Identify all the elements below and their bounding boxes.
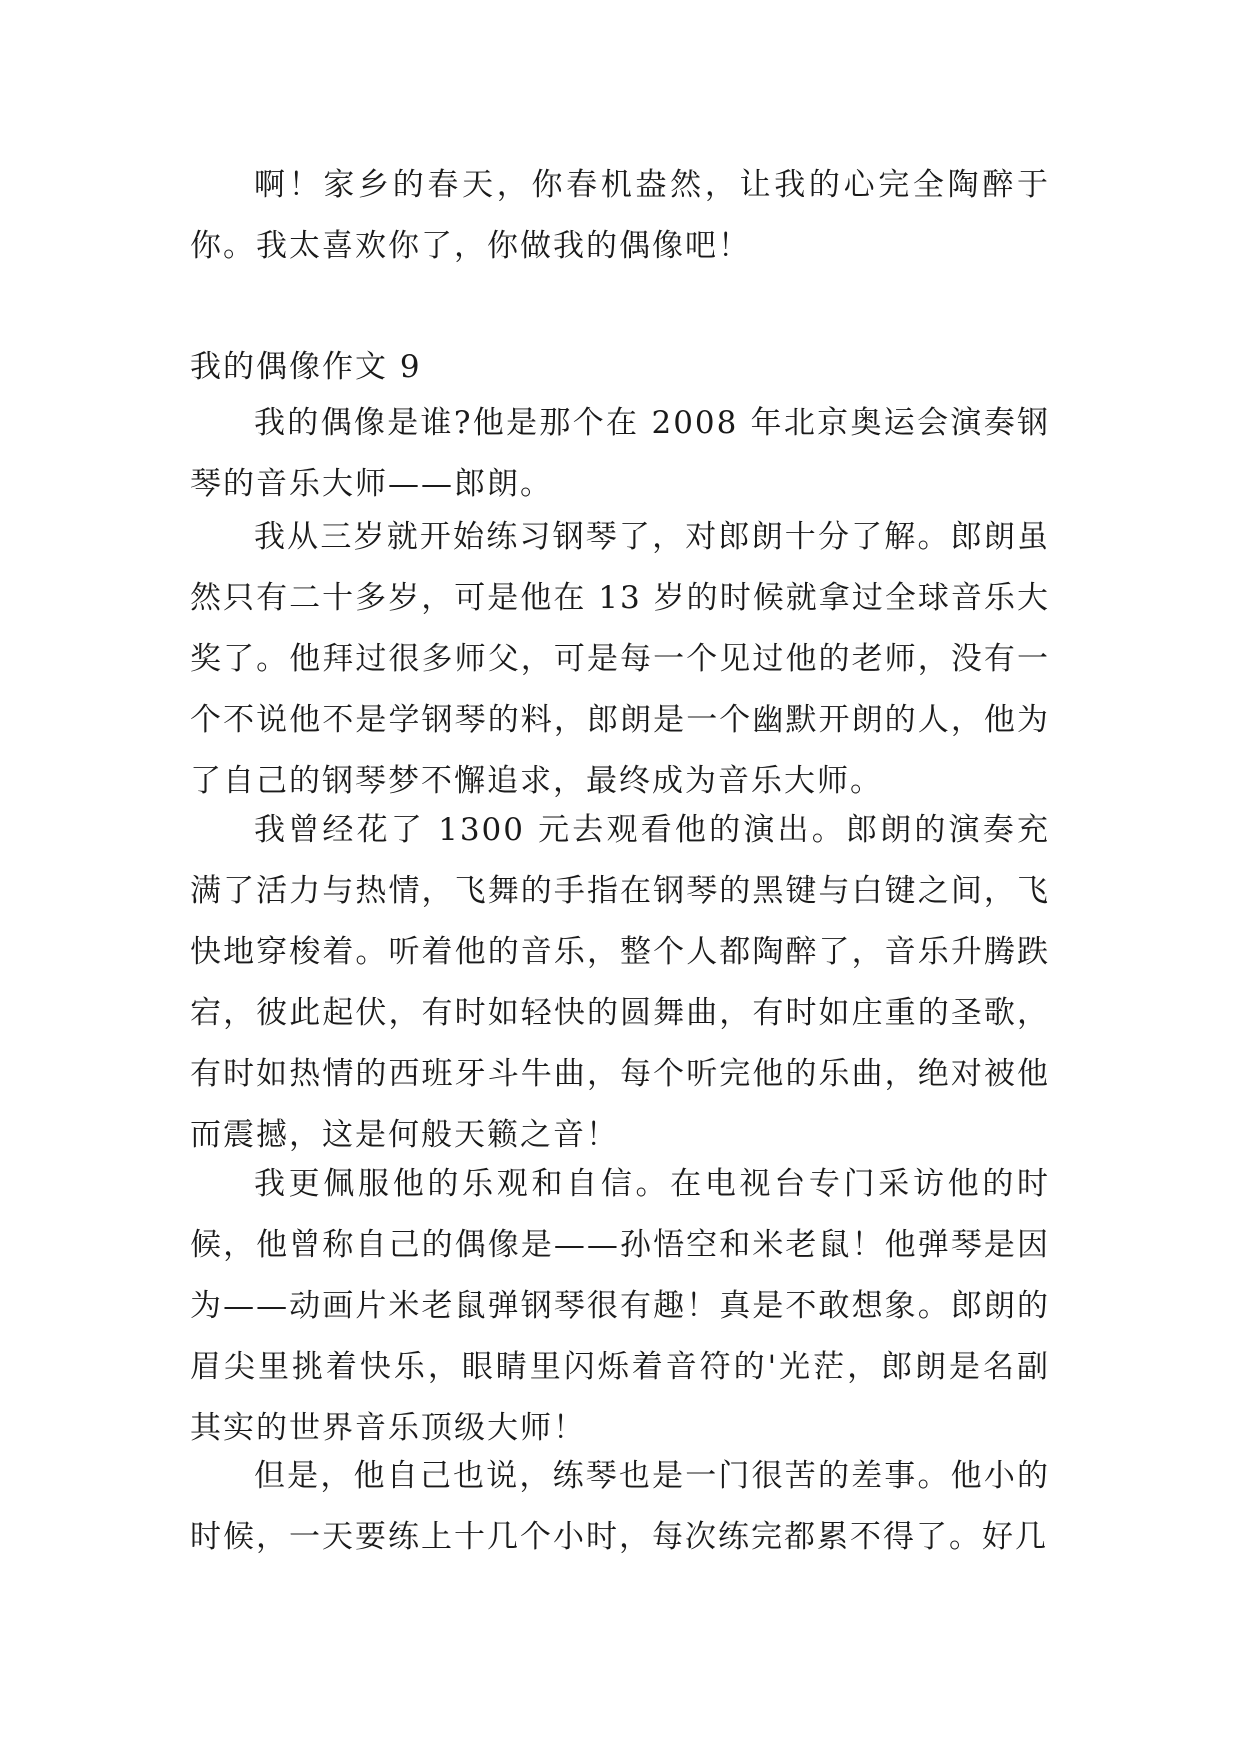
body-paragraph-5: 但是，他自己也说，练琴也是一门很苦的差事。他小的时候，一天要练上十几个小时，每次练完都累不得了。好几	[190, 1458, 1050, 1555]
body-paragraph-3: 我曾经花了 1300 元去观看他的演出。郎朗的演奏充满了活力与热情，飞舞的手指在钢琴的黑键与白键之间，飞快地穿梭着。听着他的音乐，整个人都陶醉了，音乐升腾跌宕，彼此起伏，有时如轻快的圆舞曲，有时如庄重的圣歌，有时如热情的西班牙斗牛曲，每个听完他的乐曲，绝对被他而震撼，这是何般天籁之音！	[190, 812, 1050, 1153]
intro-paragraph: 啊！家乡的春天，你春机盎然，让我的心完全陶醉于你。我太喜欢你了，你做我的偶像吧！	[190, 167, 1050, 264]
body-paragraph-2: 我从三岁就开始练习钢琴了，对郎朗十分了解。郎朗虽然只有二十多岁，可是他在 13 岁的时候就拿过全球音乐大奖了。他拜过很多师父，可是每一个见过他的老师，没有一个不说他不是学钢琴的料，郎朗是一个幽默开朗的人，他为了自己的钢琴梦不懈追求，最终成为音乐大师。	[190, 519, 1050, 799]
body-paragraph-4: 我更佩服他的乐观和自信。在电视台专门采访他的时候，他曾称自己的偶像是——孙悟空和米老鼠！他弹琴是因为——动画片米老鼠弹钢琴很有趣！真是不敢想象。郎朗的眉尖里挑着快乐，眼睛里闪烁着音符的'光茫，郎朗是名副其实的世界音乐顶级大师！	[190, 1166, 1050, 1446]
body-paragraph-1: 我的偶像是谁?他是那个在 2008 年北京奥运会演奏钢琴的音乐大师——郎朗。	[190, 405, 1050, 502]
essay-title: 我的偶像作文 9	[190, 349, 422, 385]
